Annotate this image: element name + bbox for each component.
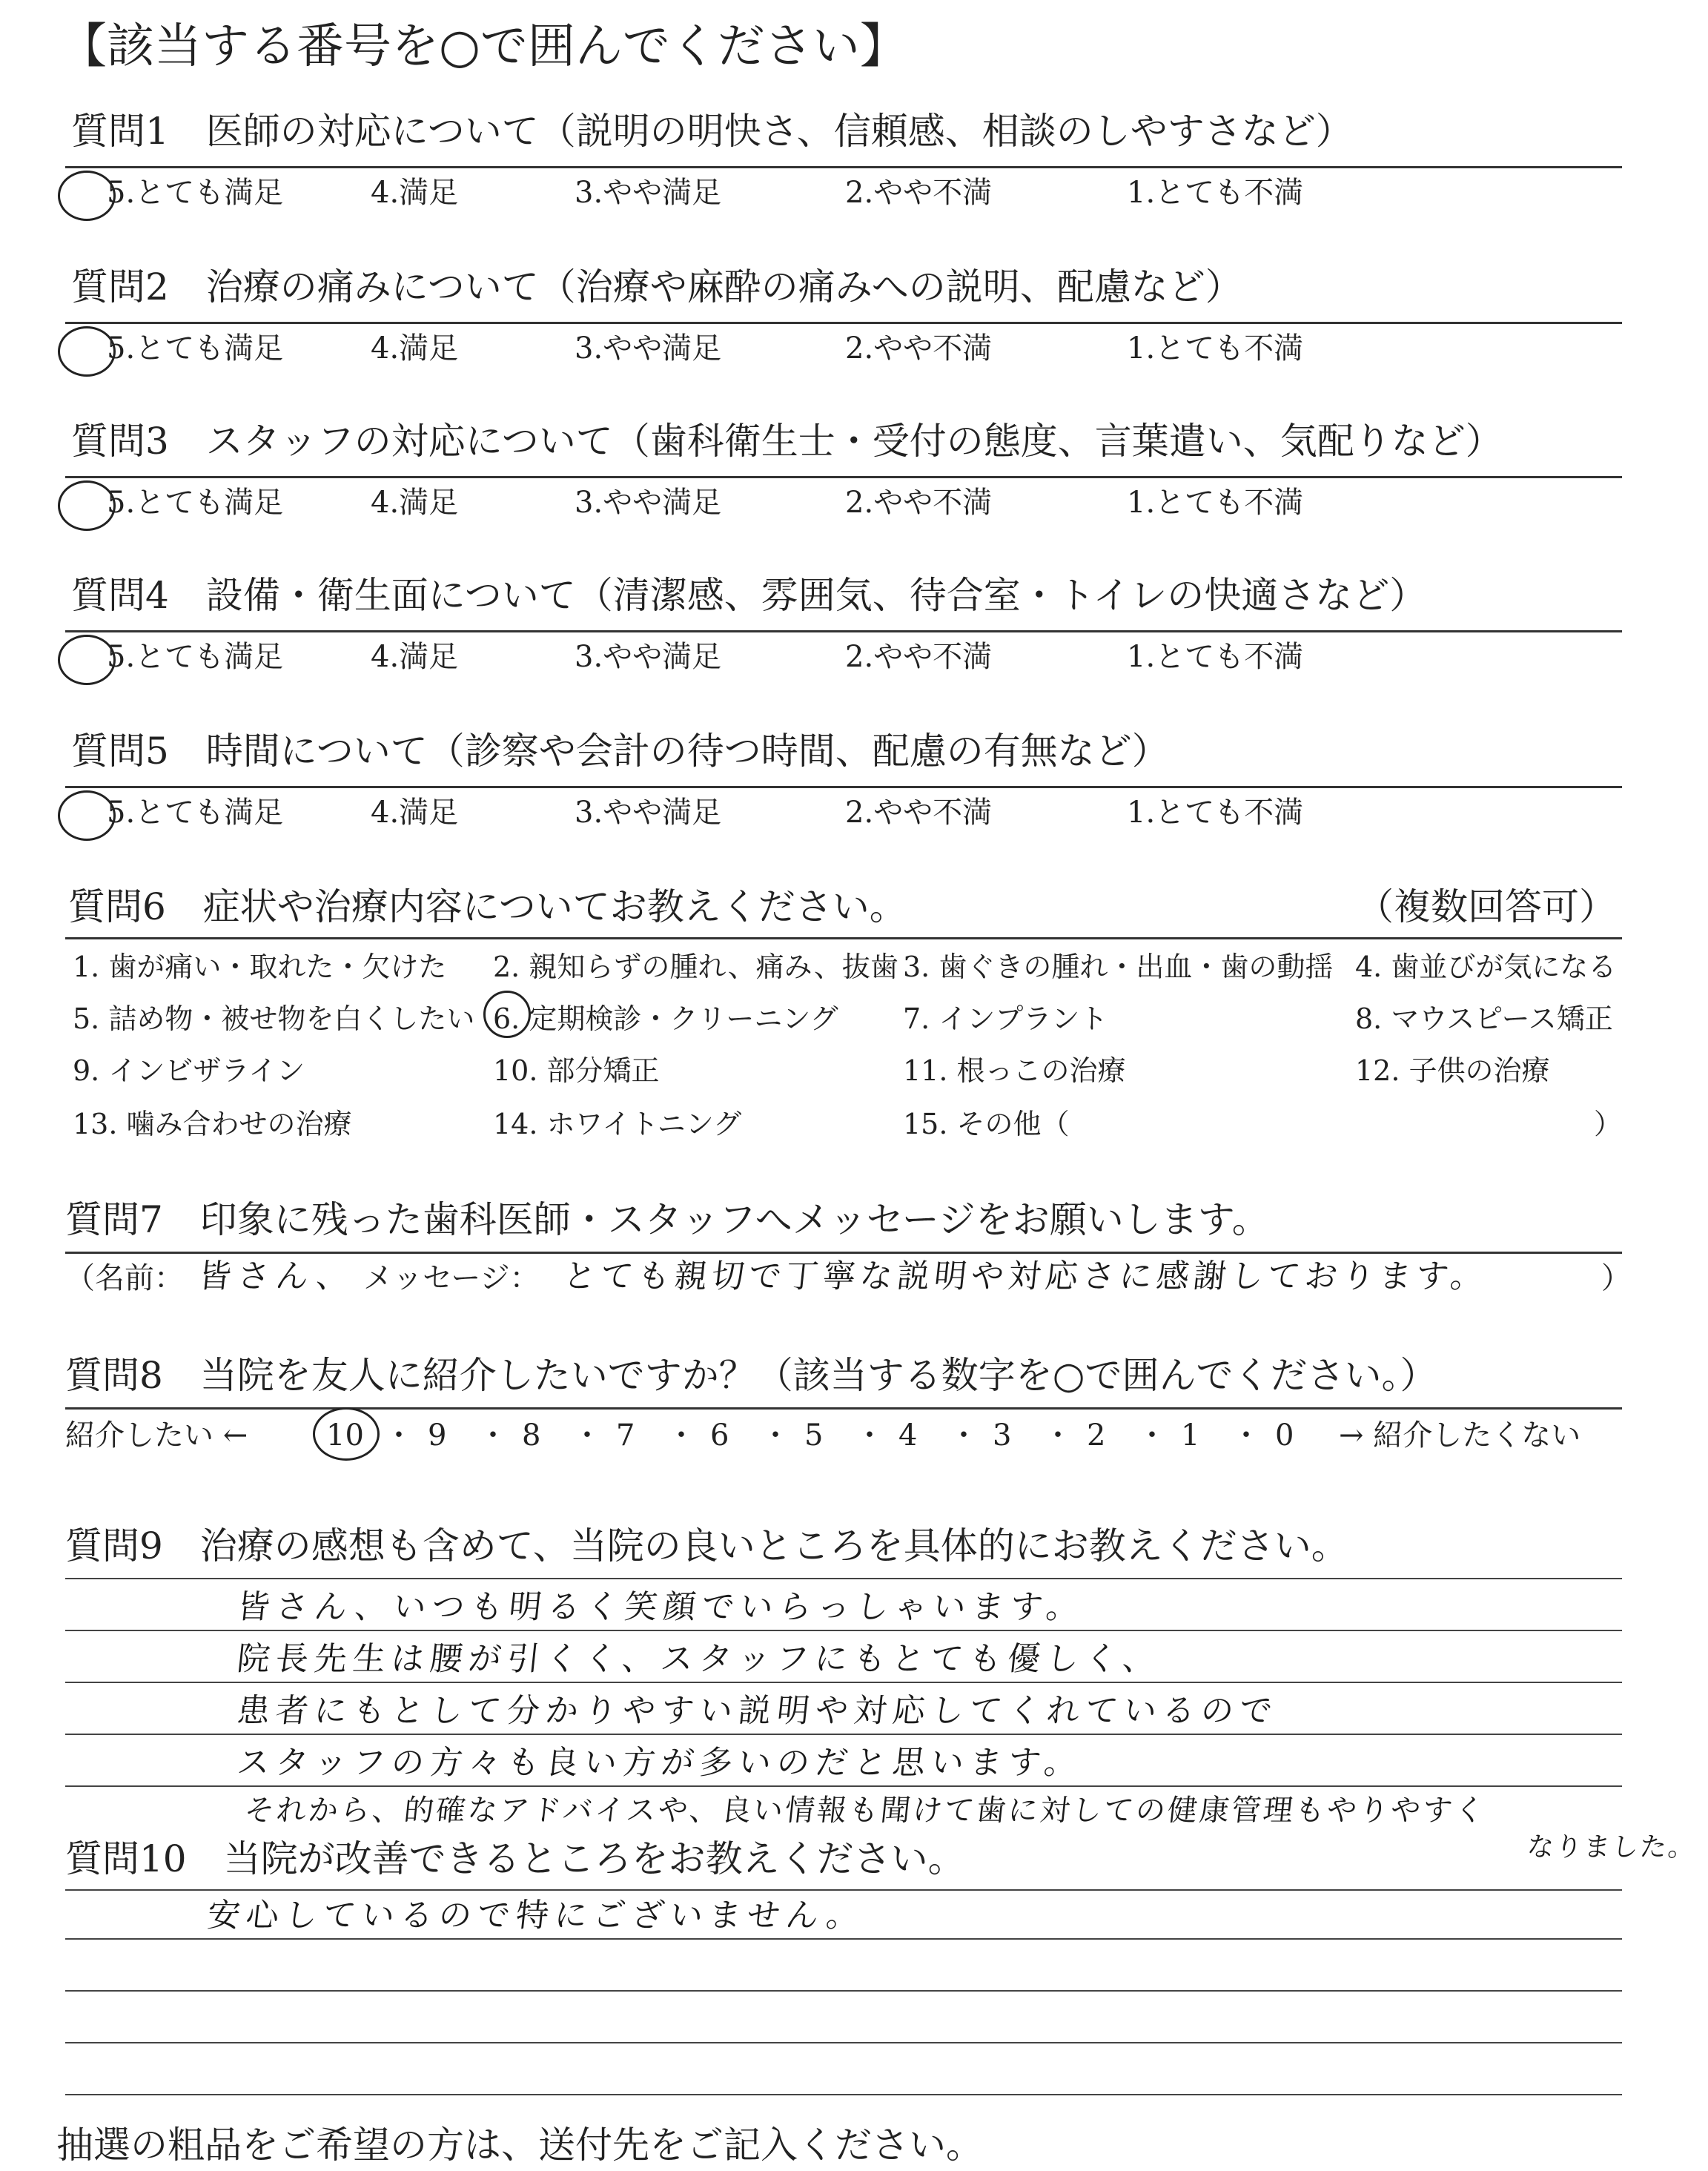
q10-rule-4 [65, 2042, 1622, 2043]
q6-option-11[interactable]: 11. 根っこの治療 [903, 1054, 1126, 1087]
q9-answer-line-5[interactable]: それから、的確なアドバイスや、良い情報も聞けて歯に対しての健康管理もやりやすく [242, 1794, 1489, 1828]
q6-note: （複数回答可） [1357, 885, 1616, 928]
q6-selected-circle[interactable] [483, 991, 531, 1038]
q1-option-5[interactable]: 5.とても満足 [107, 176, 284, 210]
q3-option-5[interactable]: 5.とても満足 [107, 486, 284, 520]
q4-option-5[interactable]: 5.とても満足 [107, 640, 284, 674]
q5-option-1[interactable]: 1.とても不満 [1127, 796, 1304, 830]
q8-selected-circle[interactable] [313, 1407, 380, 1461]
q2-selected-circle[interactable] [58, 326, 116, 377]
q9-rule-4 [65, 1734, 1622, 1735]
q7-close-paren: ） [1601, 1261, 1631, 1295]
q7-name-label: （名前： [65, 1261, 184, 1295]
q10-title: 質問10 当院が改善できるところをお教えください。 [65, 1837, 965, 1880]
q6-option-7[interactable]: 7. インプラント [903, 1002, 1108, 1035]
q1-rule [65, 166, 1622, 168]
q6-option-8[interactable]: 8. マウスピース矯正 [1355, 1002, 1613, 1035]
q8-scale-3[interactable]: 3 [993, 1418, 1012, 1453]
q2-title: 質問2 治療の痛みについて（治療や麻酔の痛みへの説明、配慮など） [71, 265, 1242, 308]
q8-scale-4[interactable]: 4 [898, 1418, 918, 1453]
q1-option-3[interactable]: 3.やや満足 [575, 176, 722, 210]
q8-separator: ・ [855, 1418, 884, 1453]
q7-message-value[interactable]: とても親切で丁寧な説明や対応さに感謝しております。 [561, 1258, 1490, 1295]
q8-scale-9[interactable]: 9 [428, 1418, 447, 1453]
q10-answer[interactable]: 安心しているので特にございません。 [205, 1897, 867, 1934]
q4-title: 質問4 設備・衛生面について（清潔感、雰囲気、待合室・トイレの快適さなど） [71, 574, 1427, 617]
q1-option-1[interactable]: 1.とても不満 [1127, 176, 1304, 210]
q6-option-12[interactable]: 12. 子供の治療 [1355, 1054, 1550, 1087]
q6-option-14[interactable]: 14. ホワイトニング [493, 1108, 742, 1140]
q2-option-4[interactable]: 4.満足 [371, 331, 459, 366]
q6-option-13[interactable]: 13. 噛み合わせの治療 [73, 1108, 352, 1140]
q8-separator: ・ [1043, 1418, 1073, 1453]
q9-answer-line-3[interactable]: 患者にもとして分かりやすい説明や対応してくれているので [235, 1692, 1280, 1730]
q8-separator: ・ [1231, 1418, 1261, 1453]
q5-option-4[interactable]: 4.満足 [371, 796, 459, 830]
q6-rule [65, 937, 1622, 939]
q4-option-4[interactable]: 4.満足 [371, 640, 459, 674]
q8-separator: ・ [949, 1418, 979, 1453]
q3-selected-circle[interactable] [58, 480, 116, 531]
q8-scale-0[interactable]: 0 [1275, 1418, 1294, 1453]
q10-rule-1 [65, 1889, 1622, 1891]
q8-separator: ・ [478, 1418, 508, 1453]
q9-rule-5 [65, 1785, 1622, 1787]
q6-option-6[interactable]: 6. 定期検診・クリーニング [493, 1002, 838, 1035]
q6-close-paren: ） [1594, 1108, 1623, 1140]
q6-option-4[interactable]: 4. 歯並びが気になる [1355, 951, 1617, 983]
q8-separator: ・ [572, 1418, 602, 1453]
q6-option-9[interactable]: 9. インビザライン [73, 1054, 305, 1087]
q9-title: 質問9 治療の感想も含めて、当院の良いところを具体的にお教えください。 [65, 1524, 1348, 1567]
q8-separator: ・ [761, 1418, 790, 1453]
q1-title: 質問1 医師の対応について（説明の明快さ、信頼感、相談のしやすさなど） [71, 110, 1353, 153]
q6-option-10[interactable]: 10. 部分矯正 [493, 1054, 660, 1087]
q9-rule-3 [65, 1682, 1622, 1683]
q4-selected-circle[interactable] [58, 635, 116, 685]
q7-name-value[interactable]: 皆さん、 [196, 1258, 357, 1295]
q8-scale-7[interactable]: 7 [616, 1418, 635, 1453]
q2-rule [65, 322, 1622, 324]
q8-right-label: → 紹介したくない [1339, 1418, 1581, 1453]
q1-option-2[interactable]: 2.やや不満 [845, 176, 993, 210]
q8-left-label: 紹介したい ← [65, 1418, 248, 1453]
q3-title: 質問3 スタッフの対応について（歯科衛生士・受付の態度、言葉遣い、気配りなど） [71, 420, 1503, 463]
q8-scale-5[interactable]: 5 [804, 1418, 824, 1453]
q8-title: 質問8 当院を友人に紹介したいですか？（該当する数字を○で囲んでください。） [65, 1354, 1437, 1397]
q2-option-1[interactable]: 1.とても不満 [1127, 331, 1304, 366]
q4-option-2[interactable]: 2.やや不満 [845, 640, 993, 674]
q10-rule-2 [65, 1938, 1622, 1940]
q3-option-2[interactable]: 2.やや不満 [845, 486, 993, 520]
q3-rule [65, 476, 1622, 478]
q8-separator: ・ [666, 1418, 696, 1453]
q5-option-2[interactable]: 2.やや不満 [845, 796, 993, 830]
q9-answer-line-6[interactable]: なりました。 [1525, 1832, 1698, 1863]
q3-option-1[interactable]: 1.とても不満 [1127, 486, 1304, 520]
q9-rule-1 [65, 1578, 1622, 1579]
q9-rule-2 [65, 1630, 1622, 1631]
q5-option-3[interactable]: 3.やや満足 [575, 796, 722, 830]
q9-answer-line-2[interactable]: 院長先生は腰が引くく、スタッフにもとても優しく、 [235, 1640, 1163, 1678]
q8-separator: ・ [1137, 1418, 1167, 1453]
q4-option-3[interactable]: 3.やや満足 [575, 640, 722, 674]
q8-rule [65, 1407, 1622, 1410]
q10-rule-5 [65, 2094, 1622, 2095]
q9-answer-line-4[interactable]: スタッフの方々も良い方が多いのだと思います。 [235, 1744, 1085, 1782]
q8-scale-10[interactable]: 10 [326, 1418, 364, 1453]
q5-selected-circle[interactable] [58, 790, 116, 841]
q7-rule [65, 1252, 1622, 1254]
page-title: 【該当する番号を○で囲んでください】 [59, 19, 907, 74]
q6-option-5[interactable]: 5. 詰め物・被せ物を白くしたい [73, 1002, 475, 1035]
q7-message-label: メッセージ： [363, 1261, 540, 1295]
q5-rule [65, 786, 1622, 788]
q6-option-2[interactable]: 2. 親知らずの腫れ、痛み、抜歯 [493, 951, 898, 983]
q4-rule [65, 630, 1622, 632]
q4-option-1[interactable]: 1.とても不満 [1127, 640, 1304, 674]
q6-option-1[interactable]: 1. 歯が痛い・取れた・欠けた [73, 951, 447, 983]
q8-scale-2[interactable]: 2 [1087, 1418, 1106, 1453]
q8-scale-6[interactable]: 6 [710, 1418, 729, 1453]
footer-note: 抽選の粗品をご希望の方は、送付先をご記入ください。 [56, 2124, 983, 2167]
q3-option-3[interactable]: 3.やや満足 [575, 486, 722, 520]
q2-option-5[interactable]: 5.とても満足 [107, 331, 284, 366]
q8-separator: ・ [384, 1418, 414, 1453]
q6-option-3[interactable]: 3. 歯ぐきの腫れ・出血・歯の動揺 [903, 951, 1334, 983]
q2-option-2[interactable]: 2.やや不満 [845, 331, 993, 366]
q7-title: 質問7 印象に残った歯科医師・スタッフへメッセージをお願いします。 [65, 1198, 1269, 1241]
q8-scale-1[interactable]: 1 [1181, 1418, 1200, 1453]
q6-option-15[interactable]: 15. その他（ [903, 1108, 1070, 1140]
q1-option-4[interactable]: 4.満足 [371, 176, 459, 210]
q5-option-5[interactable]: 5.とても満足 [107, 796, 284, 830]
q9-answer-line-1[interactable]: 皆さん、いつも明るく笑顔でいらっしゃいます。 [235, 1588, 1087, 1626]
q3-option-4[interactable]: 4.満足 [371, 486, 459, 520]
q5-title: 質問5 時間について（診察や会計の待つ時間、配慮の有無など） [71, 730, 1169, 773]
q10-rule-3 [65, 1990, 1622, 1992]
q1-selected-circle[interactable] [58, 171, 116, 221]
q2-option-3[interactable]: 3.やや満足 [575, 331, 722, 366]
q6-title: 質問6 症状や治療内容についてお教えください。 [68, 885, 907, 928]
q8-scale-8[interactable]: 8 [522, 1418, 541, 1453]
